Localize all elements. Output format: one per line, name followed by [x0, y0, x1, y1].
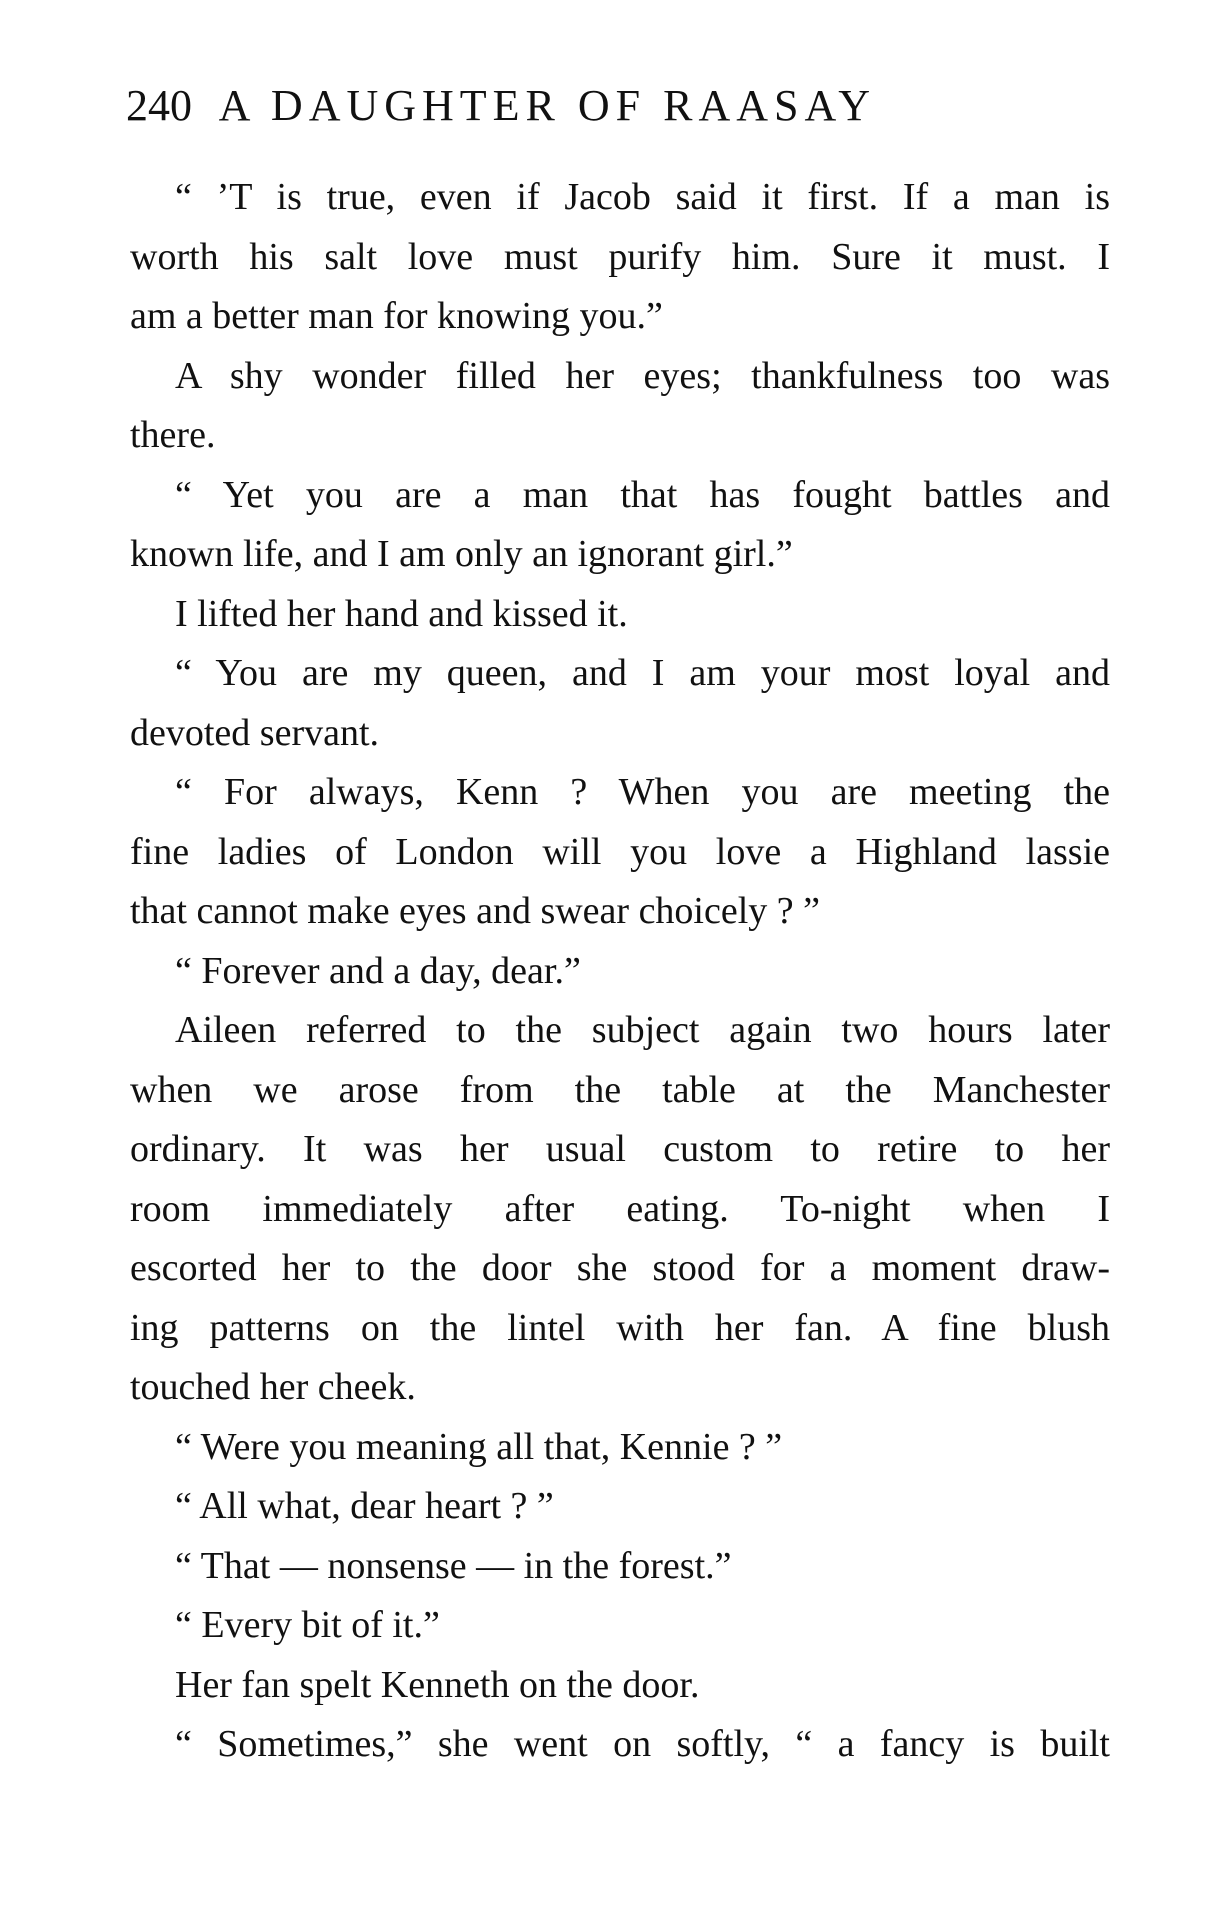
text-line: “ ’T is true, even if Jacob said it first. If a man is: [175, 176, 1110, 218]
text-line: ing patterns on the lintel with her fan. A fine blush: [130, 1306, 1110, 1349]
text-line: escorted her to the door she stood for a moment draw-: [130, 1247, 1110, 1289]
text-line: known life, and I am only an ignorant girl.”: [130, 533, 793, 575]
text-line: when we arose from the table at the Manchester: [130, 1068, 1110, 1111]
text-line: there.: [130, 414, 216, 456]
text-line: touched her cheek.: [130, 1366, 416, 1408]
text-line: ordinary. It was her usual custom to retire to her: [130, 1128, 1110, 1170]
text-line: A shy wonder filled her eyes; thankfulness too was: [175, 354, 1110, 397]
text-line: “ Sometimes,” she went on softly, “ a fancy is built: [175, 1723, 1110, 1765]
text-line: “ Every bit of it.”: [175, 1604, 440, 1646]
text-line: devoted servant.: [130, 711, 380, 754]
text-line: that cannot make eyes and swear choicely ? ”: [130, 890, 821, 932]
text-line: “ Yet you are a man that has fought battles and: [175, 473, 1110, 516]
text-line: worth his salt love must purify him. Sure it must. I: [130, 235, 1110, 278]
text-line: “ For always, Kenn ? When you are meeting the: [175, 771, 1110, 813]
text-line: “ Were you meaning all that, Kennie ? ”: [175, 1425, 783, 1468]
text-line: I lifted her hand and kissed it.: [175, 592, 628, 635]
text-line: “ That — nonsense — in the forest.”: [175, 1544, 732, 1587]
text-line: fine ladies of London will you love a Highland lassie: [130, 830, 1110, 873]
page-header: [126, 80, 1106, 150]
running-title: A DAUGHTER OF RAASAY: [218, 81, 877, 130]
page-number: 240: [126, 81, 192, 130]
text-line: Her fan spelt Kenneth on the door.: [175, 1663, 700, 1706]
body-text: [130, 168, 1110, 1775]
text-line: room immediately after eating. To-night when I: [130, 1187, 1110, 1230]
text-line: “ You are my queen, and I am your most loyal and: [175, 652, 1110, 694]
text-line: “ Forever and a day, dear.”: [175, 949, 581, 992]
text-line: am a better man for knowing you.”: [130, 295, 663, 337]
text-line: Aileen referred to the subject again two hours later: [175, 1009, 1110, 1051]
text-line: “ All what, dear heart ? ”: [175, 1485, 554, 1527]
